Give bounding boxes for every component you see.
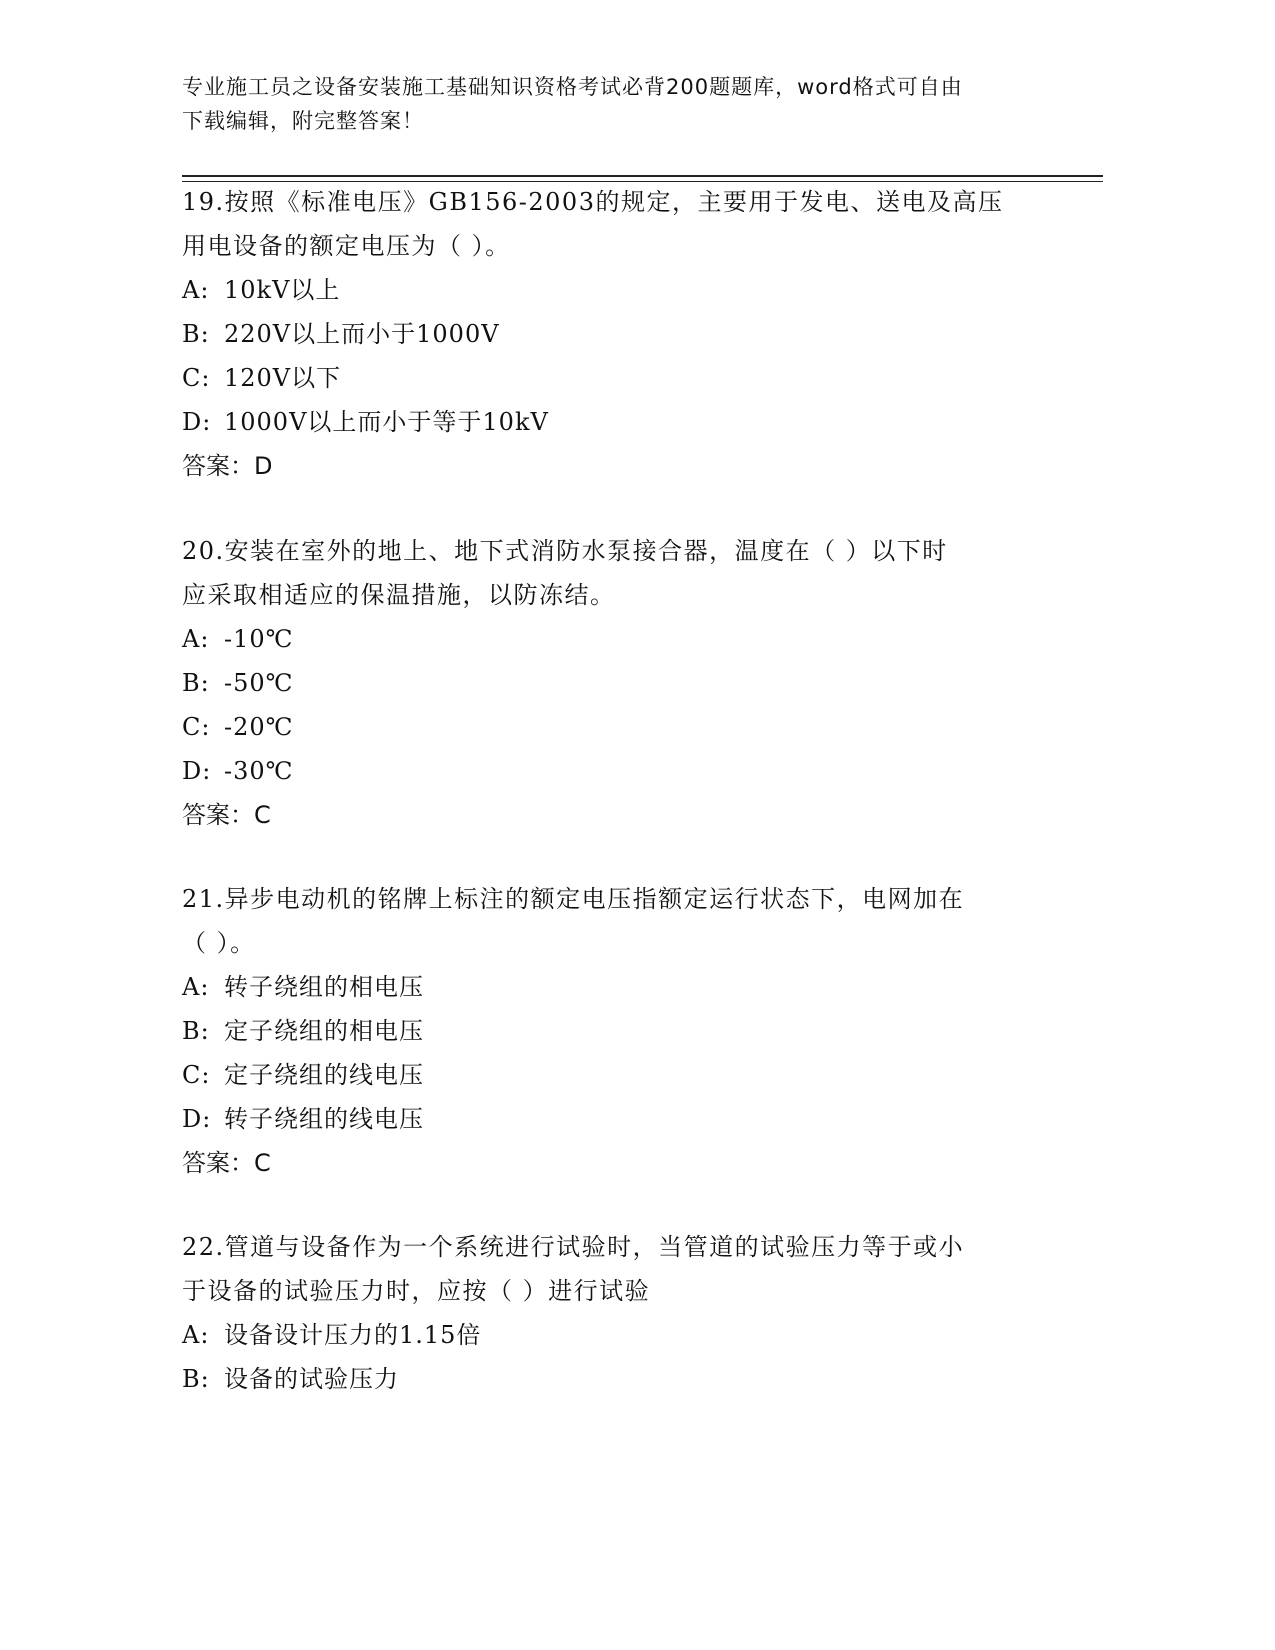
option-text: 转子绕组的线电压 <box>224 1105 424 1133</box>
option-text: 定子绕组的线电压 <box>224 1061 424 1089</box>
option-letter: A: <box>182 625 210 653</box>
option-letter: C: <box>182 713 211 741</box>
option-text: 设备的试验压力 <box>224 1365 399 1393</box>
header-divider-thick <box>182 175 1103 177</box>
option-text: 120V以下 <box>224 364 342 392</box>
option-d <box>182 400 1052 444</box>
question-21 <box>182 877 1052 1185</box>
option-d <box>182 1097 1052 1141</box>
question-stem-line: 于设备的试验压力时，应按（ ）进行试验 <box>182 1277 651 1305</box>
header-line-2: 下载编辑，附完整答案！ <box>182 109 424 133</box>
option-letter: C: <box>182 1061 211 1089</box>
option-text: -30℃ <box>224 757 294 785</box>
option-letter: D: <box>182 408 212 436</box>
question-stem-line: 20.安装在室外的地上、地下式消防水泵接合器，温度在（ ）以下时 <box>182 537 948 565</box>
option-d <box>182 749 1052 793</box>
option-letter: B: <box>182 320 210 348</box>
question-stem-line: 21.异步电动机的铭牌上标注的额定电压指额定运行状态下，电网加在 <box>182 885 965 913</box>
option-letter: B: <box>182 1017 210 1045</box>
option-a <box>182 965 1052 1009</box>
option-text: -50℃ <box>224 669 294 697</box>
option-text: -20℃ <box>224 713 294 741</box>
option-text: 转子绕组的相电压 <box>224 973 424 1001</box>
question-stem-line: 用电设备的额定电压为（ ）。 <box>182 232 511 260</box>
option-c <box>182 356 1052 400</box>
question-stem-line: 22.管道与设备作为一个系统进行试验时，当管道的试验压力等于或小 <box>182 1233 965 1261</box>
answer-line: 答案：D <box>182 452 273 480</box>
option-b <box>182 312 1052 356</box>
option-b <box>182 661 1052 705</box>
option-letter: B: <box>182 669 210 697</box>
option-a <box>182 617 1052 661</box>
question-19 <box>182 180 1052 488</box>
option-c <box>182 705 1052 749</box>
header-line-1: 专业施工员之设备安装施工基础知识资格考试必背200题题库，word格式可自由 <box>182 75 963 99</box>
option-text: 220V以上而小于1000V <box>224 320 500 348</box>
option-text: -10℃ <box>224 625 294 653</box>
option-text: 定子绕组的相电压 <box>224 1017 424 1045</box>
option-text: 10kV以上 <box>224 276 341 304</box>
answer-line: 答案：C <box>182 801 271 829</box>
option-letter: A: <box>182 1321 210 1349</box>
option-a <box>182 268 1052 312</box>
option-b <box>182 1357 1052 1401</box>
question-stem-line: 19.按照《标准电压》GB156-2003的规定，主要用于发电、送电及高压 <box>182 188 1004 216</box>
question-20 <box>182 529 1052 837</box>
option-text: 1000V以上而小于等于10kV <box>224 408 549 436</box>
option-a <box>182 1313 1052 1357</box>
question-stem-line: （ ）。 <box>182 929 256 957</box>
option-c <box>182 1053 1052 1097</box>
answer-line: 答案：C <box>182 1149 271 1177</box>
option-letter: C: <box>182 364 211 392</box>
question-stem-line: 应采取相适应的保温措施，以防冻结。 <box>182 581 616 609</box>
option-letter: D: <box>182 1105 212 1133</box>
option-b <box>182 1009 1052 1053</box>
option-letter: A: <box>182 276 210 304</box>
document-header <box>182 70 1082 138</box>
option-letter: B: <box>182 1365 210 1393</box>
question-22 <box>182 1225 1052 1401</box>
option-text: 设备设计压力的1.15倍 <box>224 1321 482 1349</box>
option-letter: D: <box>182 757 212 785</box>
option-letter: A: <box>182 973 210 1001</box>
